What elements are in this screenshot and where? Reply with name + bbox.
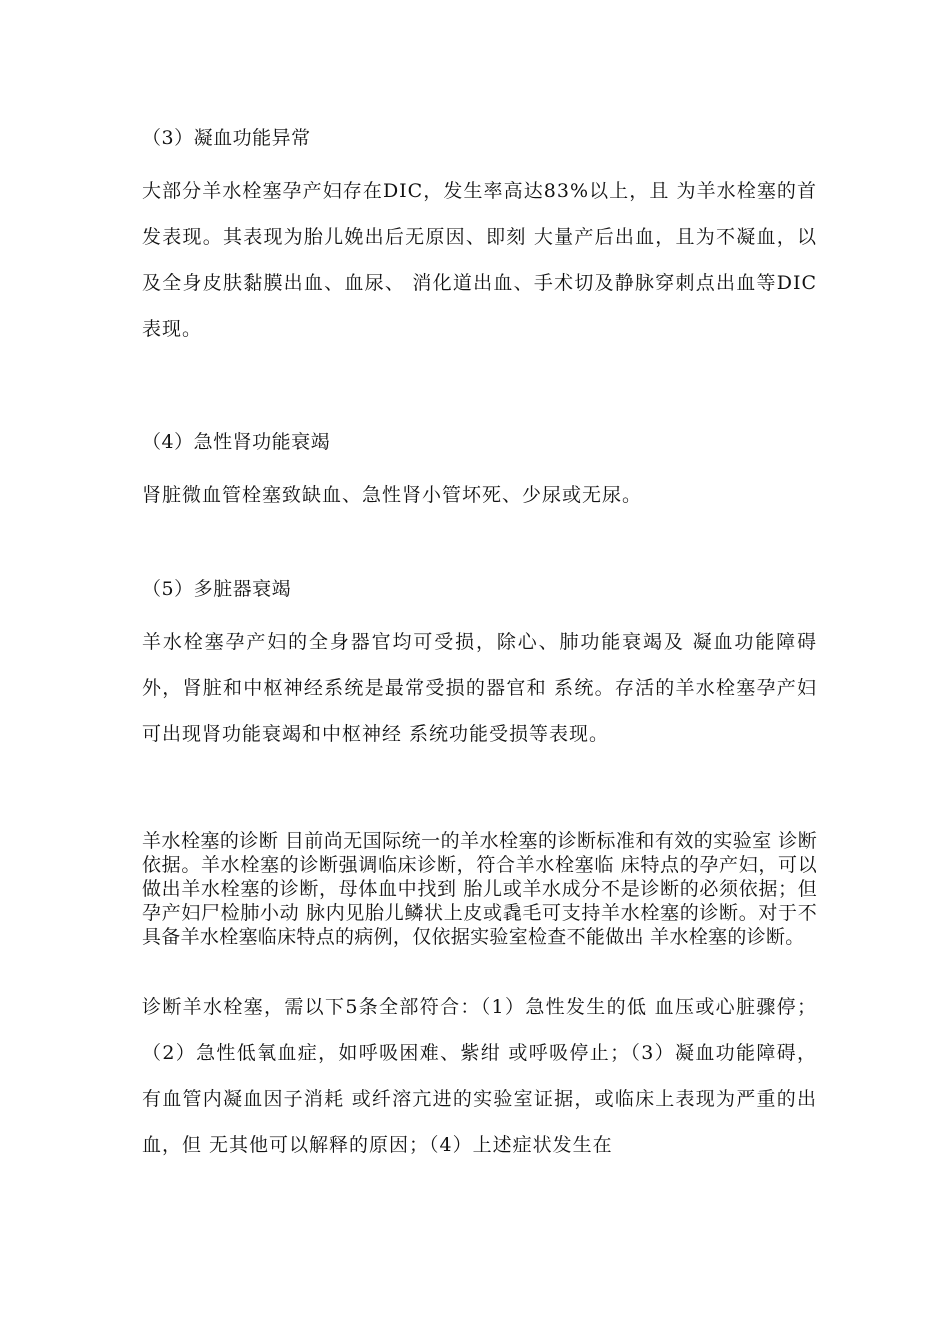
section-body-multi-organ-failure: 羊水栓塞孕产妇的全身器官均可受损，除心、肺功能衰竭及 凝血功能障碍外，肾脏和中枢神经系统是最常受损的器官和 系统。存活的羊水栓塞孕产妇可出现肾功能衰竭和中枢神经 系统功能受损等表现。 — [142, 631, 817, 745]
section-heading-renal-failure: （4）急性肾功能衰竭 — [142, 431, 331, 453]
diagnosis-intro-paragraph: 羊水栓塞的诊断 目前尚无国际统一的羊水栓塞的诊断标准和有效的实验室 诊断依据。羊水栓塞的诊断强调临床诊断，符合羊水栓塞临 床特点的孕产妇，可以做出羊水栓塞的诊断，母体血中找到 胎儿或羊水成分不是诊断的必须依据；但孕产妇尸检肺小动 脉内见胎儿鳞状上皮或毳毛可支持羊水栓塞的诊断。对于不 具备羊水栓塞临床特点的病例，仅依据实验室检查不能做出 羊水栓塞的诊断。 — [142, 830, 817, 948]
section-heading-coagulation: （3）凝血功能异常 — [142, 127, 311, 149]
diagnosis-criteria-paragraph: 诊断羊水栓塞，需以下5条全部符合：（1）急性发生的低 血压或心脏骤停；（2）急性低氧血症，如呼吸困难、紫绀 或呼吸停止；（3）凝血功能障碍，有血管内凝血因子消耗 或纤溶亢进的实验室证据，或临床上表现为严重的出血，但 无其他可以解释的原因；（4）上述症状发生在 — [142, 996, 817, 1156]
section-heading-multi-organ-failure: （5）多脏器衰竭 — [142, 578, 292, 600]
section-body-coagulation: 大部分羊水栓塞孕产妇存在DIC，发生率高达83%以上，且 为羊水栓塞的首发表现。其表现为胎儿娩出后无原因、即刻 大量产后出血，且为不凝血，以及全身皮肤黏膜出血、血尿、 消化道出血、手术切及静脉穿刺点出血等DIC表现。 — [142, 180, 817, 340]
section-body-renal-failure: 肾脏微血管栓塞致缺血、急性肾小管坏死、少尿或无尿。 — [142, 484, 643, 506]
